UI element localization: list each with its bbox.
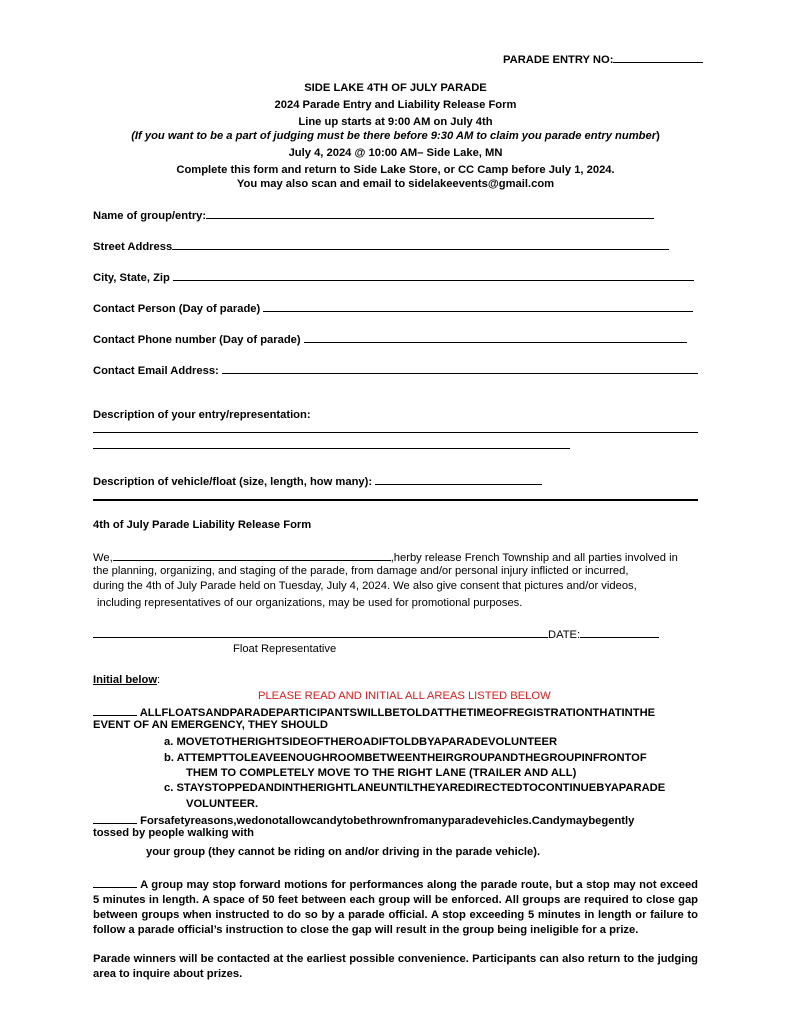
title: SIDE LAKE 4TH OF JULY PARADE (304, 82, 487, 94)
judging-note (60, 129, 731, 143)
city-label: City, State, Zip (93, 272, 170, 284)
contact-phone-row (93, 331, 687, 347)
item3-initial-field[interactable] (93, 876, 137, 888)
read-notice: PLEASE READ AND INITIAL ALL AREAS LISTED BELOW (258, 690, 551, 702)
item1-sub-c: c. STAYSTOPPEDANDINTHERIGHTLANEUNTILTHEYAREDIRECTEDTOCONTINUEBYAPARADE (164, 782, 666, 794)
judging-note-close: ) (656, 130, 660, 142)
item1-text: ALLFLOATSANDPARADEPARTICIPANTSWILLBETOLDATTHETIMEOFREGISTRATIONTHATINTHE (139, 707, 656, 719)
contact-phone-field[interactable] (304, 331, 687, 343)
vehicle-field[interactable] (375, 473, 542, 485)
item3-paragraph (93, 876, 698, 938)
judging-note-text: (If you want to be a part of judging must be there before 9:30 AM to claim you parade entry number (131, 130, 657, 142)
description-label: Description of your entry/representation: (93, 409, 311, 421)
description-line-2[interactable] (93, 448, 570, 449)
winners-paragraph: Parade winners will be contacted at the earliest possible convenience. Participants can also return to the judging area to inquire about prizes. (93, 953, 698, 980)
release-we: We, (93, 552, 113, 564)
item2-initial-field[interactable] (93, 812, 137, 824)
signature-field[interactable] (93, 626, 548, 638)
group-name-field[interactable] (206, 207, 654, 219)
release-text-1: ,herby release French Township and all parties involved in (390, 552, 678, 564)
vehicle-row (93, 473, 542, 489)
contact-person-row (93, 300, 693, 316)
item1-sub-b: b. ATTEMPTTOLEAVEENOUGHROOMBETWEENTHEIRGROUPANDTHEGROUPINFRONTOF (164, 752, 647, 764)
group-name-row (93, 207, 654, 223)
email-instructions: You may also scan and email to sidelakeevents@gmail.com (236, 178, 555, 190)
subtitle: 2024 Parade Entry and Liability Release Form (274, 99, 517, 111)
initial-heading: Initial below (93, 674, 158, 686)
description-line-1[interactable] (93, 432, 698, 433)
initial-heading-colon: : (157, 674, 161, 686)
contact-person-field[interactable] (263, 300, 693, 312)
release-line-2: the planning, organizing, and staging of the parade, from damage and/or personal injury inflicted or incurred, (93, 565, 629, 577)
date-label: DATE: (548, 629, 581, 641)
contact-email-label: Contact Email Address: (93, 365, 219, 377)
release-line-3: during the 4th of July Parade held on Tuesday, July 4, 2024. We also give consent that pictures and/or videos, (93, 580, 637, 592)
initial-heading-row (93, 673, 160, 687)
entry-number-label: PARADE ENTRY NO: (503, 54, 614, 66)
section-divider (93, 499, 698, 501)
item3-text: A group may stop forward motions for performances along the parade route, but a stop may not exceed 5 minutes in length. A space of 50 feet between each group will be enforced. All groups are required to close gap between groups when instructed to do so by a parade official. A stop exceeding 5 minutes in length or failure to follow a parade official’s instruction to close the gap will result in the group being ineligible for a prize. (93, 879, 698, 936)
contact-person-label: Contact Person (Day of parade) (93, 303, 261, 315)
item1-initial-field[interactable] (93, 704, 137, 716)
release-line-1 (93, 549, 678, 565)
release-name-field[interactable] (113, 549, 391, 561)
vehicle-label: Description of vehicle/float (size, length, how many): (93, 476, 373, 488)
parade-date: July 4, 2024 @ 10:00 AM– Side Lake, MN (288, 147, 503, 159)
city-field[interactable] (173, 269, 694, 281)
entry-number-row (503, 51, 703, 67)
item2-text-3: your group (they cannot be riding on and/or driving in the parade vehicle). (146, 846, 541, 858)
date-field[interactable] (580, 626, 659, 638)
item2-text-2: tossed by people walking with (93, 827, 255, 839)
release-line-4: including representatives of our organizations, may be used for promotional purposes. (97, 597, 523, 609)
item1-text-2: EVENT OF AN EMERGENCY, THEY SHOULD (93, 719, 328, 731)
item2-text: Forsafetyreasons,wedonotallowcandytobethrownfromanyparadevehicles.Candymaybegently (140, 815, 635, 827)
street-field[interactable] (172, 238, 669, 250)
contact-email-row (93, 362, 698, 378)
city-row (93, 269, 694, 285)
item1-sub-b-cont: THEM TO COMPLETELY MOVE TO THE RIGHT LANE (TRAILER AND ALL) (186, 767, 577, 779)
entry-number-blank[interactable] (613, 51, 703, 63)
float-representative-label: Float Representative (233, 643, 337, 655)
item1-sub-a: a. MOVETOTHERIGHTSIDEOFTHEROADIFTOLDBYAPARADEVOLUNTEER (164, 736, 558, 748)
street-row (93, 238, 669, 254)
lineup-time: Line up starts at 9:00 AM on July 4th (298, 116, 493, 128)
item1-sub-c-cont: VOLUNTEER. (186, 798, 259, 810)
contact-email-field[interactable] (222, 362, 698, 374)
signature-row (93, 626, 659, 642)
release-title: 4th of July Parade Liability Release Form (93, 519, 312, 531)
contact-phone-label: Contact Phone number (Day of parade) (93, 334, 301, 346)
street-label: Street Address (93, 241, 173, 253)
group-name-label: Name of group/entry: (93, 210, 207, 222)
return-instructions: Complete this form and return to Side Lake Store, or CC Camp before July 1, 2024. (176, 164, 615, 176)
